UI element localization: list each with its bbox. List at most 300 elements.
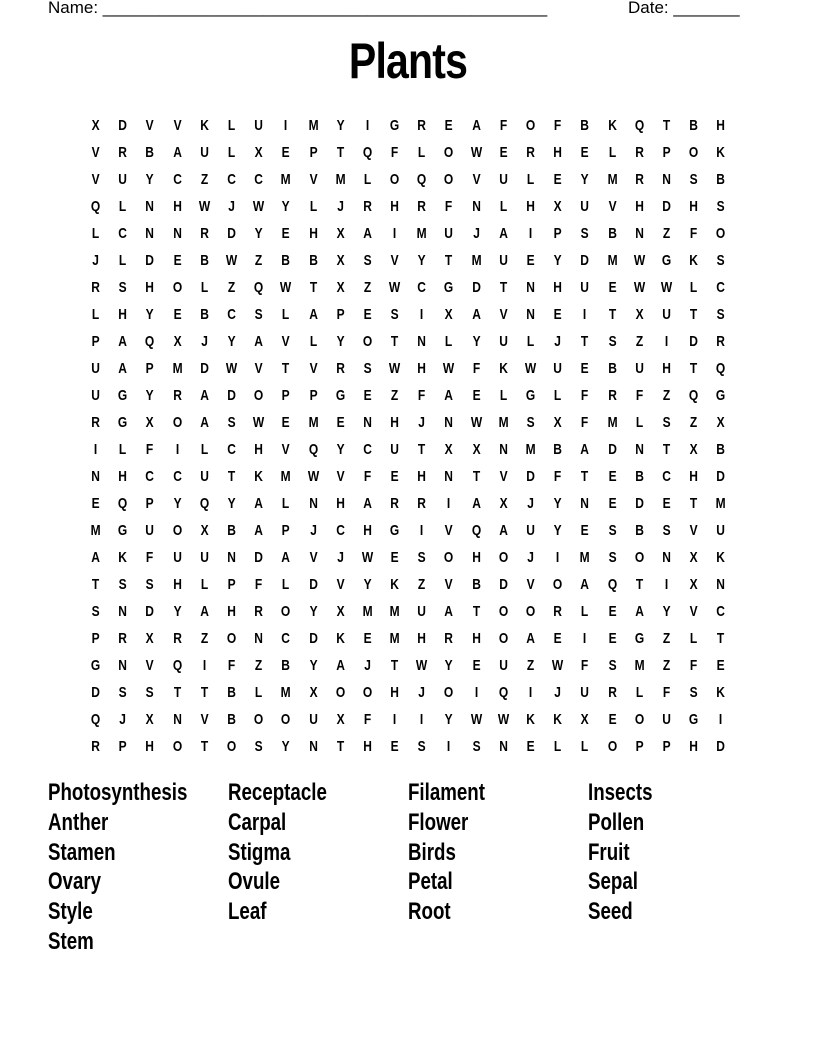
grid-letter: P xyxy=(336,306,345,323)
grid-letter: Z xyxy=(662,225,671,242)
grid-letter: U xyxy=(499,333,508,350)
grid-letter: X xyxy=(200,522,209,539)
grid-letter: U xyxy=(444,225,454,242)
grid-letter: P xyxy=(635,738,644,755)
grid-letter: E xyxy=(390,549,399,566)
grid-letter: Z xyxy=(662,657,671,674)
grid-letter: H xyxy=(390,414,399,431)
grid-letter: U xyxy=(499,252,508,269)
grid-letter: N xyxy=(91,468,100,485)
grid-letter: K xyxy=(553,711,563,728)
grid-letter: Q xyxy=(254,279,264,296)
grid-letter: Z xyxy=(227,279,236,296)
grid-letter: N xyxy=(526,306,535,323)
word-list-item: Ovule xyxy=(228,868,281,896)
grid-letter: A xyxy=(254,333,264,350)
grid-letter: T xyxy=(499,279,508,296)
grid-letter: D xyxy=(227,225,236,242)
grid-letter: Y xyxy=(336,333,345,350)
grid-letter: S xyxy=(145,684,154,701)
grid-letter: Q xyxy=(90,711,101,728)
grid-letter: B xyxy=(200,306,209,323)
grid-letter: T xyxy=(282,360,290,377)
grid-letter: R xyxy=(200,225,209,242)
grid-letter: M xyxy=(715,495,726,512)
grid-letter: X xyxy=(173,333,182,350)
grid-letter: H xyxy=(417,360,427,377)
grid-letter: L xyxy=(635,414,644,431)
grid-letter: H xyxy=(118,468,128,485)
grid-letter: W xyxy=(253,414,265,431)
grid-letter: Q xyxy=(634,117,645,134)
grid-letter: K xyxy=(118,549,128,566)
grid-letter: E xyxy=(608,279,617,296)
grid-letter: B xyxy=(308,252,318,269)
grid-letter: K xyxy=(200,117,209,134)
grid-letter: P xyxy=(281,522,290,539)
grid-letter: L xyxy=(309,333,317,350)
grid-letter: A xyxy=(635,603,644,620)
grid-letter: O xyxy=(172,414,182,431)
grid-letter: F xyxy=(581,414,589,431)
grid-letter: C xyxy=(172,171,182,188)
grid-letter: H xyxy=(662,360,671,377)
grid-letter: V xyxy=(281,333,290,350)
grid-letter: E xyxy=(390,468,399,485)
grid-letter: S xyxy=(390,306,399,323)
grid-row xyxy=(82,112,735,139)
grid-letter: D xyxy=(526,468,535,485)
grid-letter: N xyxy=(172,225,182,242)
grid-letter: P xyxy=(91,333,100,350)
grid-letter: F xyxy=(146,441,154,458)
grid-letter: A xyxy=(444,387,454,404)
grid-letter: L xyxy=(499,198,508,215)
grid-letter: G xyxy=(716,387,726,404)
grid-letter: L xyxy=(690,630,698,647)
grid-letter: Z xyxy=(390,387,399,404)
grid-letter: P xyxy=(281,387,290,404)
grid-letter: X xyxy=(309,684,318,701)
grid-letter: U xyxy=(662,306,671,323)
grid-letter: X xyxy=(689,576,698,593)
grid-letter: E xyxy=(608,630,617,647)
grid-letter: P xyxy=(662,144,671,161)
grid-letter: X xyxy=(336,711,345,728)
grid-letter: L xyxy=(581,738,589,755)
grid-letter: Q xyxy=(118,495,128,512)
grid-letter: V xyxy=(336,576,345,593)
grid-letter: X xyxy=(689,549,698,566)
grid-letter: H xyxy=(471,630,481,647)
grid-letter: Y xyxy=(553,495,562,512)
grid-letter: J xyxy=(472,225,480,242)
grid-letter: E xyxy=(336,414,345,431)
grid-letter: V xyxy=(309,360,318,377)
grid-letter: G xyxy=(118,387,128,404)
grid-letter: Y xyxy=(336,441,345,458)
grid-letter: L xyxy=(227,117,236,134)
grid-letter: R xyxy=(91,738,100,755)
grid-letter: B xyxy=(689,117,699,134)
grid-letter: E xyxy=(499,144,508,161)
grid-letter: H xyxy=(553,144,563,161)
grid-letter: H xyxy=(689,738,699,755)
grid-letter: U xyxy=(200,468,209,485)
grid-letter: M xyxy=(389,630,400,647)
grid-letter: G xyxy=(90,657,101,674)
grid-letter: V xyxy=(689,603,698,620)
grid-letter: U xyxy=(716,522,726,539)
grid-letter: I xyxy=(284,117,288,134)
grid-letter: M xyxy=(280,171,291,188)
grid-letter: B xyxy=(716,171,726,188)
grid-letter: B xyxy=(200,252,209,269)
grid-letter: D xyxy=(91,684,100,701)
grid-row xyxy=(82,382,735,409)
grid-letter: Y xyxy=(336,117,345,134)
grid-letter: V xyxy=(254,360,263,377)
grid-letter: B xyxy=(716,441,726,458)
grid-letter: T xyxy=(173,684,181,701)
grid-letter: Z xyxy=(662,387,671,404)
word-list-item: Receptacle xyxy=(228,779,327,806)
grid-letter: I xyxy=(583,630,587,647)
grid-letter: B xyxy=(553,441,563,458)
grid-letter: V xyxy=(91,144,100,161)
grid-letter: I xyxy=(365,117,370,134)
grid-letter: S xyxy=(118,684,127,701)
grid-letter: Z xyxy=(662,630,671,647)
grid-letter: N xyxy=(662,549,671,566)
grid-letter: S xyxy=(363,252,372,269)
grid-letter: Z xyxy=(363,279,372,296)
grid-letter: E xyxy=(526,252,535,269)
grid-letter: W xyxy=(198,198,211,215)
grid-letter: V xyxy=(390,252,399,269)
name-label: Name: _______________________________________________ xyxy=(48,0,548,17)
grid-letter: J xyxy=(336,549,344,566)
grid-letter: G xyxy=(389,522,400,539)
grid-letter: L xyxy=(227,144,236,161)
grid-letter: E xyxy=(445,117,454,134)
grid-letter: P xyxy=(227,576,236,593)
grid-letter: O xyxy=(525,603,536,620)
grid-letter: O xyxy=(362,333,373,350)
grid-letter: H xyxy=(363,738,372,755)
grid-letter: Y xyxy=(227,495,236,512)
word-list-item: Leaf xyxy=(228,898,267,926)
grid-letter: U xyxy=(118,171,128,188)
grid-letter: N xyxy=(118,657,128,674)
grid-letter: Y xyxy=(173,603,182,620)
grid-letter: F xyxy=(445,198,453,215)
word-list-item: Anther xyxy=(48,808,109,836)
grid-letter: E xyxy=(608,468,617,485)
grid-row xyxy=(82,220,735,247)
grid-letter: S xyxy=(254,306,263,323)
grid-letter: Z xyxy=(200,171,209,188)
grid-letter: Y xyxy=(553,522,562,539)
grid-letter: C xyxy=(145,468,155,485)
grid-letter: O xyxy=(634,549,645,566)
grid-letter: G xyxy=(335,387,345,404)
grid-letter: D xyxy=(145,603,155,620)
grid-letter: A xyxy=(471,306,481,323)
grid-letter: T xyxy=(445,252,453,269)
grid-letter: S xyxy=(662,414,671,431)
grid-letter: Q xyxy=(607,576,617,593)
grid-letter: X xyxy=(472,441,481,458)
word-list-item: Style xyxy=(48,898,93,926)
grid-letter: L xyxy=(200,279,209,296)
grid-letter: Z xyxy=(255,252,263,269)
grid-letter: O xyxy=(281,711,291,728)
grid-letter: A xyxy=(363,495,372,512)
grid-letter: P xyxy=(309,387,318,404)
grid-letter: C xyxy=(281,630,291,647)
grid-letter: B xyxy=(635,522,644,539)
grid-letter: D xyxy=(716,468,726,485)
grid-letter: T xyxy=(662,117,671,134)
grid-letter: O xyxy=(553,576,563,593)
grid-letter: K xyxy=(335,630,345,647)
grid-letter: Y xyxy=(281,198,290,215)
grid-letter: N xyxy=(444,468,454,485)
grid-letter: A xyxy=(471,117,481,134)
grid-row xyxy=(82,544,735,571)
grid-letter: T xyxy=(581,468,589,485)
grid-letter: X xyxy=(445,306,454,323)
grid-letter: C xyxy=(716,279,726,296)
grid-row xyxy=(82,679,735,706)
grid-letter: E xyxy=(281,225,290,242)
grid-letter: N xyxy=(308,738,318,755)
grid-letter: W xyxy=(660,279,673,296)
grid-letter: T xyxy=(472,468,480,485)
grid-letter: U xyxy=(580,279,590,296)
grid-letter: N xyxy=(118,603,128,620)
grid-letter: B xyxy=(471,576,481,593)
grid-letter: Y xyxy=(145,306,154,323)
grid-letter: J xyxy=(336,198,344,215)
grid-letter: N xyxy=(635,225,644,242)
grid-letter: F xyxy=(499,117,508,134)
grid-letter: R xyxy=(526,144,535,161)
grid-letter: O xyxy=(498,603,509,620)
grid-letter: Z xyxy=(200,630,209,647)
grid-letter: K xyxy=(390,576,399,593)
grid-letter: L xyxy=(554,738,562,755)
grid-letter: M xyxy=(607,171,618,188)
page-title: Plants xyxy=(348,33,468,89)
grid-letter: O xyxy=(335,684,345,701)
grid-letter: X xyxy=(336,279,345,296)
grid-letter: U xyxy=(172,549,182,566)
grid-letter: T xyxy=(690,495,698,512)
grid-letter: A xyxy=(200,387,209,404)
grid-letter: T xyxy=(662,441,671,458)
grid-letter: L xyxy=(690,279,698,296)
word-list-item: Insects xyxy=(588,779,653,806)
grid-letter: N xyxy=(254,630,264,647)
grid-letter: W xyxy=(280,279,292,296)
grid-letter: D xyxy=(580,252,590,269)
grid-letter: Q xyxy=(199,495,210,512)
grid-letter: L xyxy=(554,387,562,404)
grid-letter: T xyxy=(690,360,698,377)
grid-letter: J xyxy=(119,711,127,728)
grid-letter: A xyxy=(499,225,508,242)
grid-letter: E xyxy=(580,360,589,377)
grid-letter: N xyxy=(172,711,182,728)
grid-letter: Q xyxy=(362,144,373,161)
grid-letter: J xyxy=(527,495,534,512)
grid-letter: E xyxy=(608,603,617,620)
grid-letter: T xyxy=(91,576,100,593)
grid-letter: D xyxy=(635,495,644,512)
grid-letter: N xyxy=(499,738,508,755)
grid-letter: P xyxy=(145,360,154,377)
grid-letter: U xyxy=(499,657,508,674)
grid-letter: O xyxy=(172,738,182,755)
grid-letter: H xyxy=(553,279,563,296)
grid-letter: H xyxy=(335,495,345,512)
grid-letter: G xyxy=(118,522,128,539)
grid-letter: F xyxy=(662,684,671,701)
grid-letter: H xyxy=(145,279,155,296)
grid-letter: Q xyxy=(498,684,509,701)
grid-letter: V xyxy=(445,576,454,593)
grid-letter: I xyxy=(175,441,179,458)
word-search-grid xyxy=(82,112,735,760)
grid-letter: S xyxy=(91,603,100,620)
grid-letter: P xyxy=(91,630,100,647)
grid-letter: E xyxy=(363,630,372,647)
grid-letter: Y xyxy=(309,603,318,620)
grid-letter: R xyxy=(607,684,617,701)
grid-letter: O xyxy=(362,684,373,701)
grid-letter: R xyxy=(118,144,128,161)
grid-letter: V xyxy=(145,657,154,674)
grid-letter: F xyxy=(635,387,644,404)
grid-letter: O xyxy=(226,738,237,755)
grid-letter: X xyxy=(553,198,562,215)
grid-letter: W xyxy=(388,279,401,296)
grid-letter: W xyxy=(552,657,564,674)
grid-letter: M xyxy=(498,414,509,431)
grid-letter: X xyxy=(689,441,698,458)
grid-letter: O xyxy=(634,711,645,728)
grid-letter: R xyxy=(390,495,399,512)
grid-letter: L xyxy=(200,441,209,458)
grid-letter: F xyxy=(554,117,562,134)
grid-letter: X xyxy=(336,252,345,269)
grid-letter: S xyxy=(608,333,617,350)
grid-letter: D xyxy=(145,252,155,269)
grid-letter: W xyxy=(633,252,646,269)
grid-letter: I xyxy=(392,711,397,728)
grid-letter: Q xyxy=(417,171,427,188)
grid-letter: H xyxy=(526,198,535,215)
grid-letter: J xyxy=(201,333,208,350)
grid-letter: O xyxy=(689,144,699,161)
grid-letter: S xyxy=(118,279,127,296)
grid-letter: V xyxy=(200,711,209,728)
grid-row xyxy=(82,598,735,625)
grid-letter: U xyxy=(145,522,155,539)
grid-letter: T xyxy=(717,630,725,647)
grid-letter: J xyxy=(554,684,562,701)
grid-letter: V xyxy=(91,171,100,188)
grid-letter: T xyxy=(418,441,426,458)
grid-letter: F xyxy=(363,468,372,485)
grid-letter: M xyxy=(634,657,645,674)
grid-letter: X xyxy=(336,603,345,620)
grid-letter: X xyxy=(445,441,454,458)
grid-letter: O xyxy=(172,279,182,296)
grid-letter: F xyxy=(227,657,236,674)
grid-letter: K xyxy=(499,360,508,377)
grid-letter: H xyxy=(172,198,182,215)
grid-letter: A xyxy=(254,495,264,512)
grid-letter: X xyxy=(580,711,589,728)
grid-letter: V xyxy=(608,198,617,215)
grid-letter: O xyxy=(607,738,617,755)
grid-letter: O xyxy=(254,387,264,404)
grid-row xyxy=(82,247,735,274)
grid-letter: I xyxy=(664,576,669,593)
grid-letter: U xyxy=(390,441,399,458)
grid-letter: E xyxy=(363,306,372,323)
grid-letter: I xyxy=(556,549,560,566)
grid-letter: H xyxy=(145,738,155,755)
grid-letter: Z xyxy=(418,576,426,593)
word-list-item: Ovary xyxy=(48,868,102,896)
grid-letter: R xyxy=(607,387,617,404)
grid-letter: L xyxy=(119,441,127,458)
grid-letter: Z xyxy=(635,333,644,350)
grid-letter: N xyxy=(145,225,155,242)
grid-letter: E xyxy=(281,414,290,431)
grid-letter: Y xyxy=(281,738,290,755)
grid-letter: D xyxy=(308,630,318,647)
grid-letter: D xyxy=(254,549,264,566)
grid-letter: S xyxy=(118,576,127,593)
grid-letter: H xyxy=(390,198,399,215)
grid-letter: Y xyxy=(445,657,454,674)
grid-letter: W xyxy=(225,360,238,377)
grid-letter: L xyxy=(119,198,127,215)
grid-letter: T xyxy=(336,144,344,161)
grid-row xyxy=(82,517,735,544)
grid-letter: W xyxy=(470,144,482,161)
grid-letter: L xyxy=(282,495,290,512)
grid-letter: L xyxy=(581,603,589,620)
grid-letter: L xyxy=(200,576,209,593)
grid-letter: C xyxy=(662,468,671,485)
grid-letter: L xyxy=(91,306,100,323)
grid-letter: A xyxy=(335,657,345,674)
grid-letter: L xyxy=(608,144,616,161)
grid-letter: Y xyxy=(553,252,562,269)
grid-letter: D xyxy=(662,198,671,215)
grid-letter: R xyxy=(172,387,182,404)
grid-letter: B xyxy=(227,522,236,539)
grid-letter: D xyxy=(227,387,236,404)
grid-letter: G xyxy=(444,279,454,296)
grid-letter: V xyxy=(472,171,481,188)
